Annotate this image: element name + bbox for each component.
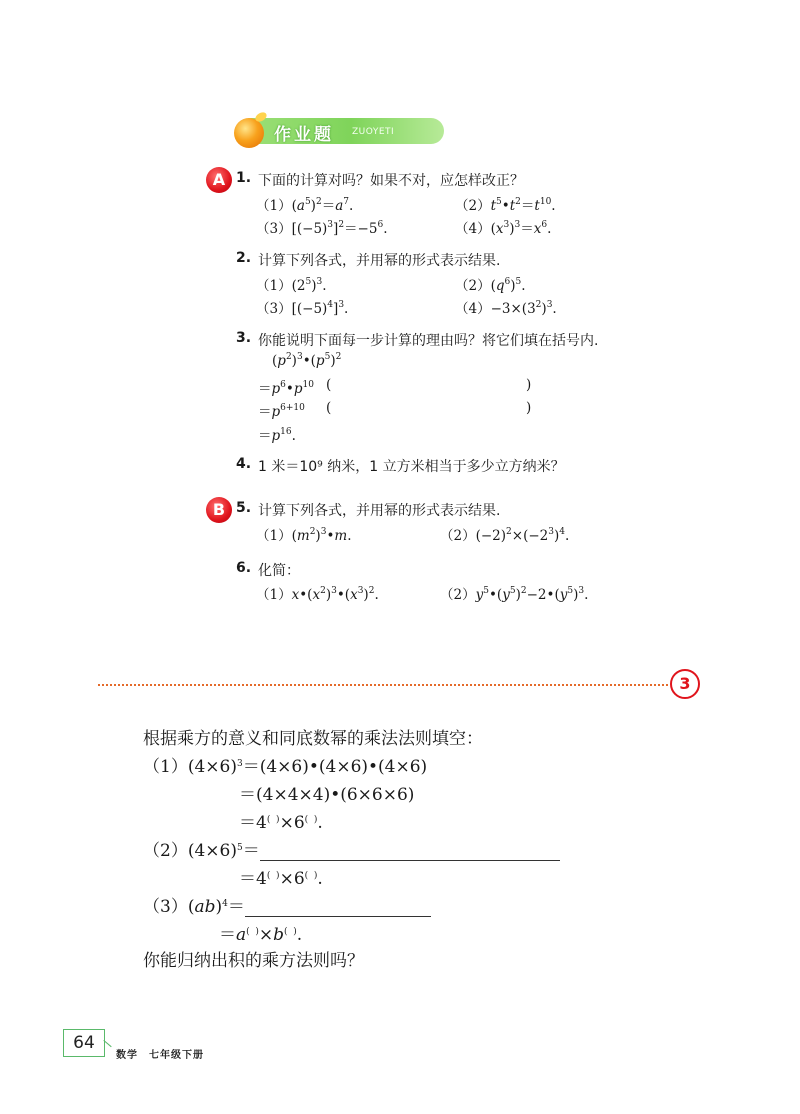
q3-step-0: $(p^2)^3•(p^5)^2$: [272, 352, 342, 369]
q4-number: 4.: [236, 456, 252, 472]
q3-number: 3.: [236, 330, 252, 346]
homework-subtitle: ZUOYETI: [352, 127, 395, 137]
q2-text: 计算下列各式，并用幂的形式表示结果.: [258, 253, 501, 269]
section-item-1-line-2: ＝(4×4×4)•(6×6×6): [239, 785, 415, 805]
homework-title: 作业题: [274, 125, 334, 145]
q2-item-4: $(4)-3\times(3^2)^3$.: [455, 300, 557, 317]
q1-item-2: $(2)t^5•t^2=t^{10}$.: [455, 197, 556, 214]
section-item-2-line-2: ＝4( )×6( ).: [239, 869, 323, 889]
q5-item-1: $(1)(m^2)^3•m$.: [256, 527, 352, 544]
orange-ball-icon: [234, 118, 264, 148]
section-divider: [98, 684, 668, 686]
q5-item-2: $(2)(-2)^2\times(-2^3)^4$.: [440, 527, 570, 544]
page-number: 64: [63, 1029, 105, 1057]
q2-item-3: $(3)[(-5)^4]^3$.: [256, 300, 349, 317]
q3-paren-close-2: ): [526, 400, 532, 416]
q1-item-3: $(3)[(-5)^3]^2=-5^6$.: [256, 220, 388, 237]
level-a-badge: A: [206, 167, 232, 193]
q5-text: 计算下列各式，并用幂的形式表示结果.: [258, 503, 501, 519]
q1-text: 下面的计算对吗？如果不对，应怎样改正？: [258, 173, 524, 189]
q1-number: 1.: [236, 170, 252, 186]
q3-step-2: $=p^{6+10}$: [258, 403, 305, 420]
q2-item-1: $(1)(2^5)^3$.: [256, 277, 327, 294]
q3-text: 你能说明下面每一步计算的理由吗？将它们填在括号内.: [258, 333, 599, 349]
section-question: 你能归纳出积的乘方法则吗？: [143, 951, 364, 971]
level-b-badge: B: [206, 497, 232, 523]
q2-item-2: $(2)(q^6)^5$.: [455, 277, 526, 294]
section-item-1-line-3: ＝4( )×6( ).: [239, 813, 323, 833]
section-item-3-line-1: （3）(ab)$^4$＝: [143, 892, 431, 917]
q6-number: 6.: [236, 560, 252, 576]
q5-number: 5.: [236, 500, 252, 516]
q3-step-1: $=p^6•p^{10}$: [258, 380, 314, 397]
q3-paren-open-1: (: [326, 377, 332, 393]
answer-blank-2[interactable]: [260, 844, 560, 861]
q1-item-4: $(4)(x^3)^3=x^6$.: [455, 220, 552, 237]
q4-text: 1 米＝10⁹ 纳米，1 立方米相当于多少立方纳米？: [258, 459, 565, 475]
q3-paren-open-2: (: [326, 400, 332, 416]
q6-text: 化简：: [258, 563, 300, 579]
q3-step-3: $=p^{16}$.: [258, 427, 296, 444]
q2-number: 2.: [236, 250, 252, 266]
section-item-1-line-1: $(1)(4\times 6)^3=(4\times 6)•(4\times 6)•(4\times 6)$: [143, 757, 428, 777]
section-item-2-line-1: $(2)(4\times 6)^5=$: [143, 836, 560, 861]
answer-blank-3[interactable]: [245, 900, 431, 917]
q6-item-2: $(2)y^5•(y^5)^2-2•(y^5)^3$.: [440, 586, 589, 603]
q1-item-1: $(1)(a^5)^2=a^7$.: [256, 197, 354, 214]
homework-banner: [238, 118, 444, 144]
q3-paren-close-1: ): [526, 377, 532, 393]
section-number-badge: 3: [670, 669, 700, 699]
section-item-3-line-2: ＝a( )×b( ).: [219, 925, 303, 945]
q6-item-1: $(1)x•(x^2)^3•(x^3)^2$.: [256, 586, 379, 603]
book-title: 数学 七年级下册: [116, 1050, 204, 1061]
section-intro: 根据乘方的意义和同底数幂的乘法法则填空：: [143, 729, 483, 749]
